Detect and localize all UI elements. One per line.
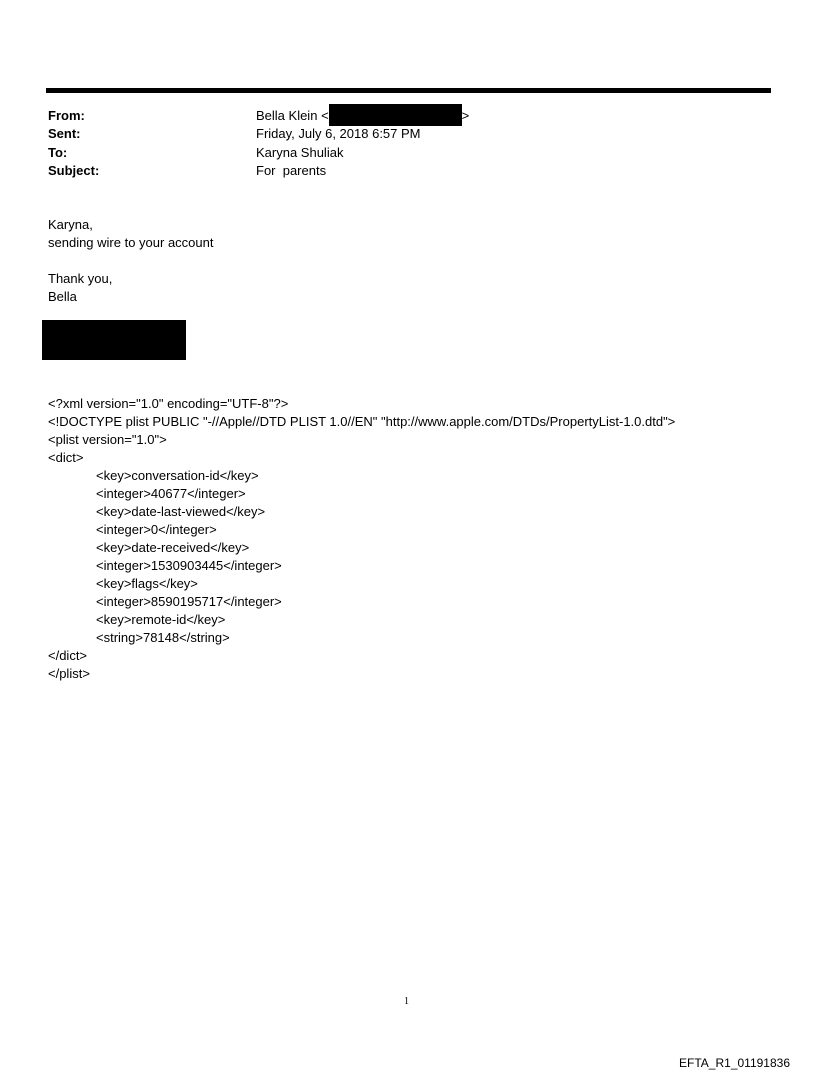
body-greeting: Karyna, [48,217,93,232]
xml-line: <key>remote-id</key> [96,612,226,627]
redaction-box-signature [42,320,186,360]
from-name: Bella Klein [256,108,318,123]
sent-value: Friday, July 6, 2018 6:57 PM [256,126,421,141]
header-rule [46,88,771,93]
xml-line: <key>date-last-viewed</key> [96,504,266,519]
body-closing: Thank you, [48,271,113,286]
xml-line: <integer>40677</integer> [96,486,246,501]
xml-line: <plist version="1.0"> [48,432,167,447]
xml-line: <string>78148</string> [96,630,230,645]
body-signature: Bella [48,289,77,304]
xml-line: <integer>1530903445</integer> [96,558,282,573]
xml-line: <dict> [48,450,84,465]
subject-value: For parents [256,163,327,178]
from-value [256,107,469,126]
xml-line: <key>date-received</key> [96,540,250,555]
xml-line: </plist> [48,666,90,681]
from-close-bracket: > [461,108,470,123]
bates-number: EFTA_R1_01191836 [679,1056,790,1070]
page-number: 1 [404,996,409,1007]
subject-label: Subject: [48,163,100,178]
to-value: Karyna Shuliak [256,145,344,160]
xml-line: </dict> [48,648,88,663]
redaction-box-email [329,104,462,126]
from-label: From: [48,108,85,123]
sent-label: Sent: [48,126,81,141]
xml-line: <key>flags</key> [96,576,198,591]
to-label: To: [48,145,68,160]
xml-line: <integer>0</integer> [96,522,217,537]
xml-line: <!DOCTYPE plist PUBLIC "-//Apple//DTD PLIST 1.0//EN" "http://www.apple.com/DTDs/PropertyList-1.0.dtd"> [48,414,676,429]
xml-line: <key>conversation-id</key> [96,468,259,483]
xml-line: <?xml version="1.0" encoding="UTF-8"?> [48,396,289,411]
from-open-bracket: < [321,108,329,123]
body-message: sending wire to your account [48,235,214,250]
xml-line: <integer>8590195717</integer> [96,594,282,609]
